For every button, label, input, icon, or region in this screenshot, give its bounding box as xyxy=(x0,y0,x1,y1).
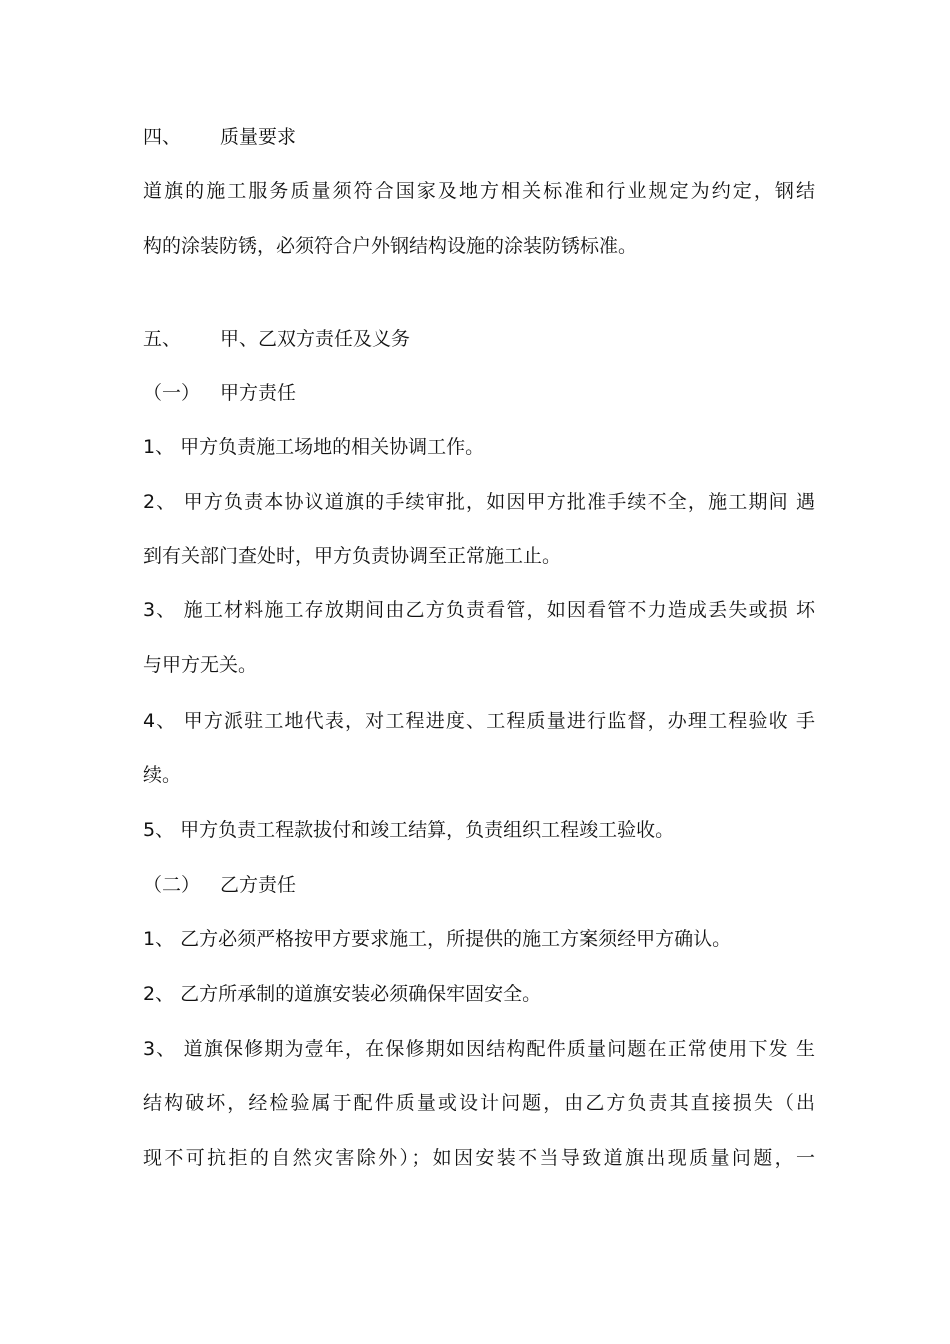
subsection-2-title: 乙方责任 xyxy=(220,874,297,896)
section-4-title: 质量要求 xyxy=(220,126,297,148)
section-4-paragraph-line-2: 构的涂装防锈，必须符合户外钢结构设施的涂装防锈标准。 xyxy=(143,235,638,257)
subsection-2-heading xyxy=(143,872,296,898)
party-b-item-3-line-3: 现不可抗拒的自然灾害除外）；如因安装不当导致道旗出现质量问题，一 xyxy=(143,1147,815,1169)
party-a-item-3-line-1: 3、 施工材料施工存放期间由乙方负责看管，如因看管不力造成丢失或损 坏 xyxy=(143,599,815,621)
party-b-item-3-line-1: 3、 道旗保修期为壹年，在保修期如因结构配件质量问题在正常使用下发 生 xyxy=(143,1038,815,1060)
party-b-item-1: 1、 乙方必须严格按甲方要求施工，所提供的施工方案须经甲方确认。 xyxy=(143,928,732,950)
subsection-2-number: （二） xyxy=(143,874,201,896)
section-4-number: 四、 xyxy=(143,126,182,148)
section-5-number: 五、 xyxy=(143,328,182,350)
party-a-item-5: 5、 甲方负责工程款拔付和竣工结算，负责组织工程竣工验收。 xyxy=(143,819,675,841)
subsection-1-heading xyxy=(143,380,296,406)
subsection-1-title: 甲方责任 xyxy=(220,382,297,404)
subsection-1-number: （一） xyxy=(143,382,201,404)
party-a-item-1: 1、 甲方负责施工场地的相关协调工作。 xyxy=(143,436,485,458)
party-a-item-2-line-1: 2、 甲方负责本协议道旗的手续审批，如因甲方批准手续不全，施工期间 遇 xyxy=(143,491,815,513)
party-a-item-4-line-1: 4、 甲方派驻工地代表，对工程进度、工程质量进行监督，办理工程验收 手 xyxy=(143,710,815,732)
party-a-item-4-line-2: 续。 xyxy=(143,764,182,786)
section-4-paragraph-line-1: 道旗的施工服务质量须符合国家及地方相关标准和行业规定为约定，钢结 xyxy=(143,180,815,202)
section-5-title: 甲、乙双方责任及义务 xyxy=(220,328,411,350)
party-a-item-3-line-2: 与甲方无关。 xyxy=(143,654,258,676)
party-b-item-3-line-2: 结构破坏，经检验属于配件质量或设计问题，由乙方负责其直接损失（出 xyxy=(143,1092,815,1114)
party-b-item-2: 2、 乙方所承制的道旗安装必须确保牢固安全。 xyxy=(143,983,542,1005)
section-5-heading xyxy=(143,326,410,352)
party-a-item-2-line-2: 到有关部门查处时，甲方负责协调至正常施工止。 xyxy=(143,545,562,567)
section-4-heading xyxy=(143,124,296,150)
